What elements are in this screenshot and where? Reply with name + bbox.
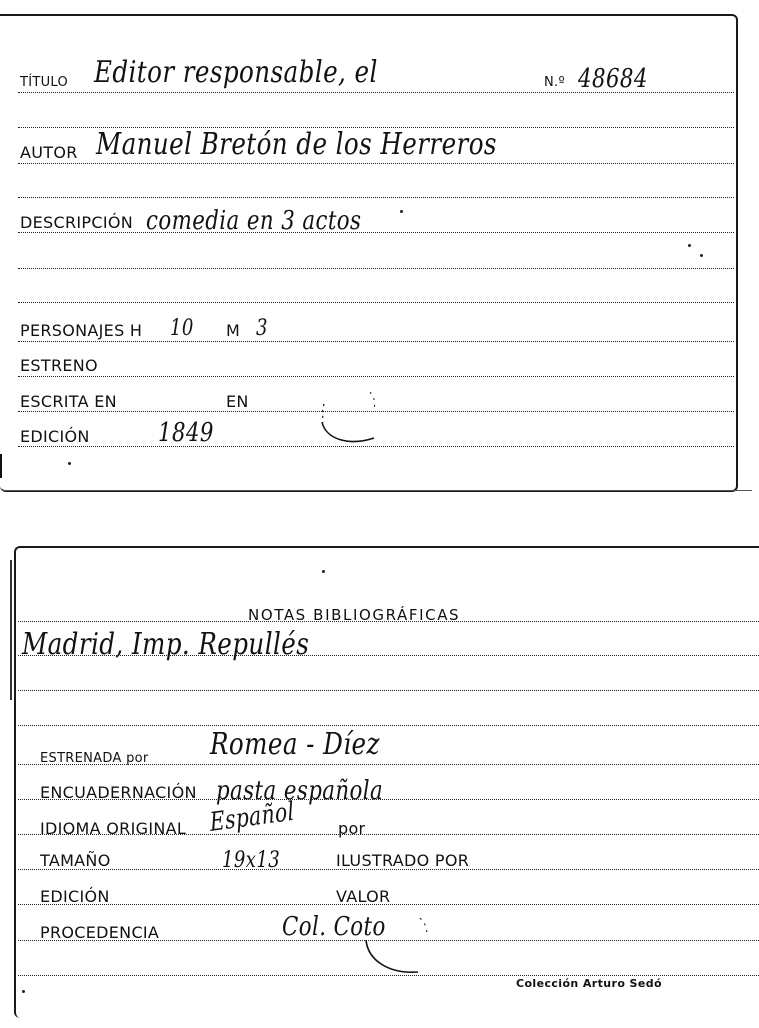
library-stamp (310, 384, 390, 454)
edicion-back-label: EDICIÓN (40, 887, 110, 906)
edicion-value: 1849 (158, 418, 214, 448)
valor-label: VALOR (336, 887, 391, 906)
card-edge-mark (0, 454, 2, 478)
idioma-value: Español (208, 796, 296, 838)
rule-line (18, 232, 734, 233)
numero-label: N.º (544, 75, 565, 90)
estreno-label: ESTRENO (20, 356, 98, 375)
ink-speck (700, 254, 703, 257)
encuadernacion-label: ENCUADERNACIÓN (40, 783, 197, 802)
titulo-value: Editor responsable, el (94, 55, 378, 90)
tamano-label: TAMAÑO (40, 851, 111, 870)
library-stamp (356, 914, 446, 984)
personajes-label: PERSONAJES H (20, 321, 143, 340)
tamano-value: 19x13 (222, 848, 281, 873)
rule-line (18, 376, 734, 377)
procedencia-value: Col. Coto (282, 912, 386, 942)
ink-speck (322, 570, 325, 573)
autor-label: AUTOR (20, 143, 78, 162)
personajes-h-value: 10 (170, 316, 194, 341)
personajes-m-label: M (226, 321, 241, 340)
escrita-en-lugar-label: EN (226, 392, 249, 411)
numero-value: 48684 (578, 64, 648, 94)
rule-line (18, 302, 734, 303)
descripcion-label: DESCRIPCIÓN (20, 213, 133, 232)
estrenada-label: ESTRENADA por (40, 751, 149, 766)
descripcion-value: comedia en 3 actos (146, 206, 362, 236)
estrenada-value: Romea - Díez (210, 727, 380, 762)
edicion-label: EDICIÓN (20, 427, 90, 446)
collection-footer: Colección Arturo Sedó (516, 977, 662, 990)
autor-value: Manuel Bretón de los Herreros (96, 127, 497, 162)
card-edge-mark (10, 560, 12, 700)
notas-value: Madrid, Imp. Repullés (22, 627, 310, 662)
rule-line (18, 341, 734, 342)
notas-heading: NOTAS BIBLIOGRÁFICAS (248, 606, 461, 624)
idioma-label: IDIOMA ORIGINAL (40, 819, 187, 838)
ink-speck (688, 244, 691, 247)
separator-line (2, 490, 752, 491)
ink-speck (400, 210, 403, 213)
idioma-por-label: por (338, 819, 366, 838)
encuadernacion-value: pasta española (216, 776, 384, 806)
rule-line (18, 197, 734, 198)
ink-speck (68, 462, 71, 465)
escrita-en-label: ESCRITA EN (20, 392, 117, 411)
ilustrado-label: ILUSTRADO POR (336, 851, 470, 870)
ink-speck (22, 990, 25, 993)
titulo-label: TÍTULO (20, 75, 69, 90)
rule-line (18, 690, 759, 691)
personajes-m-value: 3 (256, 316, 268, 341)
rule-line (18, 725, 759, 726)
procedencia-label: PROCEDENCIA (40, 923, 160, 942)
rule-line (18, 163, 734, 164)
rule-line (18, 268, 734, 269)
